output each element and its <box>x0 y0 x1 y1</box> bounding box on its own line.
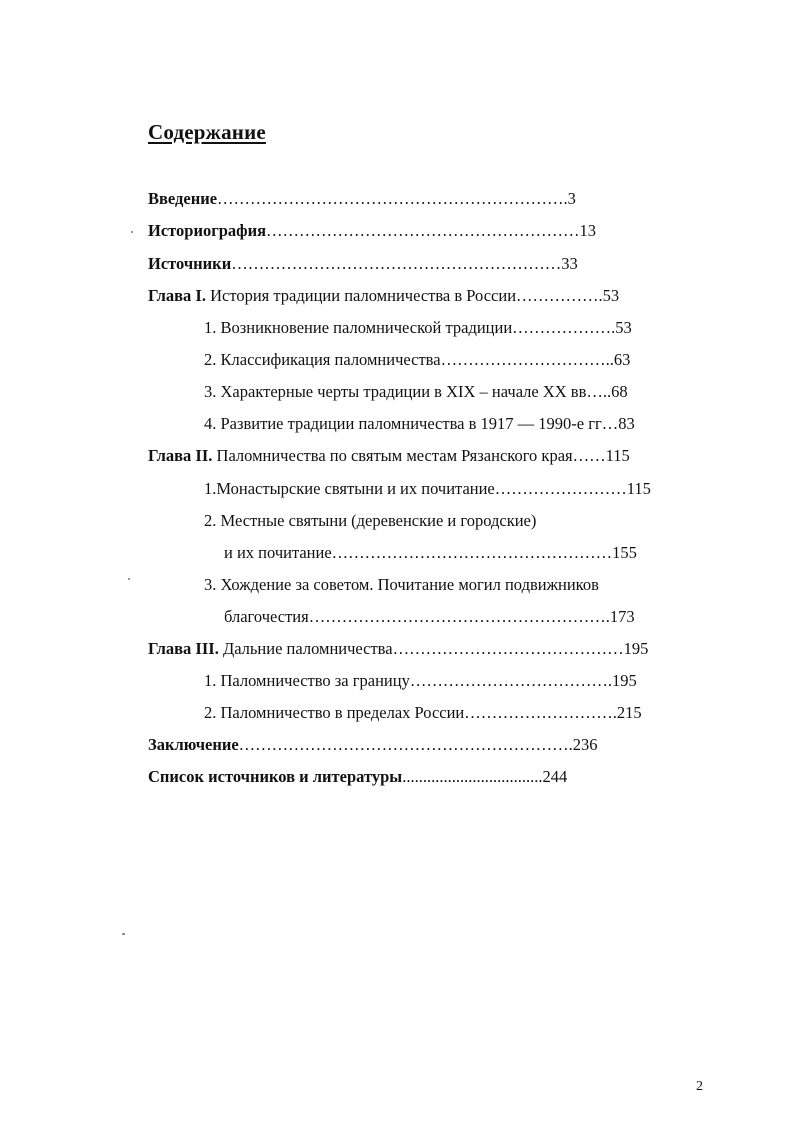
scan-speck <box>128 578 130 580</box>
toc-entry-page: 115 <box>626 479 651 498</box>
toc-entry-leader: ……………. <box>516 286 603 305</box>
toc-entry-leader: …………………………………………… <box>331 543 613 562</box>
toc-entry-heading: Заключение <box>148 735 239 754</box>
toc-entry-heading: Историография <box>148 221 266 240</box>
toc-entry <box>204 671 637 691</box>
toc-entry-text: 3. Хождение за советом. Почитание могил подвижников <box>204 575 599 594</box>
toc-entry-text: Дальние паломничества <box>218 639 393 658</box>
toc-entry-leader: .................................. <box>402 767 543 786</box>
toc-entry <box>148 221 596 241</box>
toc-entry <box>204 382 628 402</box>
toc-entry-leader: ….. <box>586 382 612 401</box>
toc-entry <box>148 254 578 274</box>
toc-entry <box>148 189 576 209</box>
toc-entry-page: 115 <box>605 446 630 465</box>
toc-entry-leader: ………………………………………………………. <box>217 189 568 208</box>
toc-entry-heading: Источники <box>148 254 232 273</box>
toc-entry-heading: Глава III. <box>148 639 219 658</box>
toc-entry-leader: ………………………………………………… <box>266 221 580 240</box>
toc-entry <box>148 767 567 787</box>
toc-entry <box>224 543 637 563</box>
toc-entry <box>148 446 630 466</box>
toc-entry-page: 13 <box>579 221 596 240</box>
toc-entry-leader: …………………………………… <box>392 639 624 658</box>
toc-entry <box>204 511 536 531</box>
toc-entry-page: 236 <box>572 735 598 754</box>
toc-entry-page: 195 <box>623 639 649 658</box>
toc-entry-leader: ………………………………………………. <box>308 607 610 626</box>
toc-entry-page: 244 <box>542 767 568 786</box>
toc-entry-page: 83 <box>618 414 635 433</box>
toc-entry-page: 53 <box>602 286 620 305</box>
toc-entry-text: благочестия <box>224 607 309 626</box>
toc-entry-leader: …………………………………………………… <box>231 254 562 273</box>
toc-entry-text: 2. Местные святыни (деревенские и городские) <box>204 511 537 530</box>
toc-entry-text: 3. Характерные черты традиции в XIX – начале XX вв <box>204 382 587 401</box>
scan-speck <box>122 933 125 935</box>
toc-entry-heading: Глава I. <box>148 286 206 305</box>
toc-entry-page: 173 <box>609 607 635 626</box>
toc-entry-heading: Список источников и литературы <box>148 767 403 786</box>
toc-entry-leader: ………………………….. <box>440 350 614 369</box>
page-number: 2 <box>696 1079 703 1094</box>
toc-entry-text: 2. Паломничество в пределах России <box>204 703 465 722</box>
scan-speck <box>131 231 133 233</box>
toc-entry <box>148 286 619 306</box>
toc-entry <box>204 414 635 434</box>
toc-entry <box>204 350 630 370</box>
toc-entry <box>148 735 598 755</box>
toc-entry-text: 4. Развитие традиции паломничества в 1917 — 1990-е гг <box>204 414 602 433</box>
toc-entry-leader: ……………………………………………………. <box>238 735 573 754</box>
toc-entry-heading: Введение <box>148 189 218 208</box>
toc-entry-page: 155 <box>612 543 637 562</box>
toc-entry <box>204 318 632 338</box>
toc-entry-page: 63 <box>613 350 631 369</box>
toc-entry-leader: …… <box>572 446 606 465</box>
toc-entry <box>204 575 599 595</box>
toc-entry-leader: ………………………………. <box>409 671 612 690</box>
toc-entry-page: 53 <box>615 318 632 337</box>
page-title: Содержание <box>148 120 266 144</box>
toc-entry-page: 195 <box>611 671 637 690</box>
toc-entry-page: 215 <box>616 703 642 722</box>
toc-entry-leader: …………………… <box>494 479 627 498</box>
toc-entry-page: 33 <box>561 254 578 273</box>
toc-entry <box>204 479 651 499</box>
toc-entry-heading: Глава II. <box>148 446 213 465</box>
toc-entry-text: 1. Паломничество за границу <box>204 671 410 690</box>
toc-entry-text: 1.Монастырские святыни и их почитание <box>204 479 495 498</box>
toc-entry-text: История традиции паломничества в России <box>205 286 517 305</box>
toc-entry-text: Паломничества по святым местам Рязанского края <box>212 446 573 465</box>
toc-entry-text: 1. Возникновение паломнической традиции <box>204 318 513 337</box>
toc-entry-text: 2. Классификация паломничества <box>204 350 441 369</box>
toc-entry <box>224 607 635 627</box>
toc-entry <box>148 639 648 659</box>
toc-entry-leader: ………………………. <box>464 703 617 722</box>
toc-entry-leader: … <box>601 414 619 433</box>
toc-entry-leader: ………………. <box>512 318 616 337</box>
toc-entry-text: и их почитание <box>224 543 332 562</box>
toc-entry-page: 3 <box>567 189 576 208</box>
toc-entry-page: 68 <box>611 382 628 401</box>
toc-entry <box>204 703 642 723</box>
